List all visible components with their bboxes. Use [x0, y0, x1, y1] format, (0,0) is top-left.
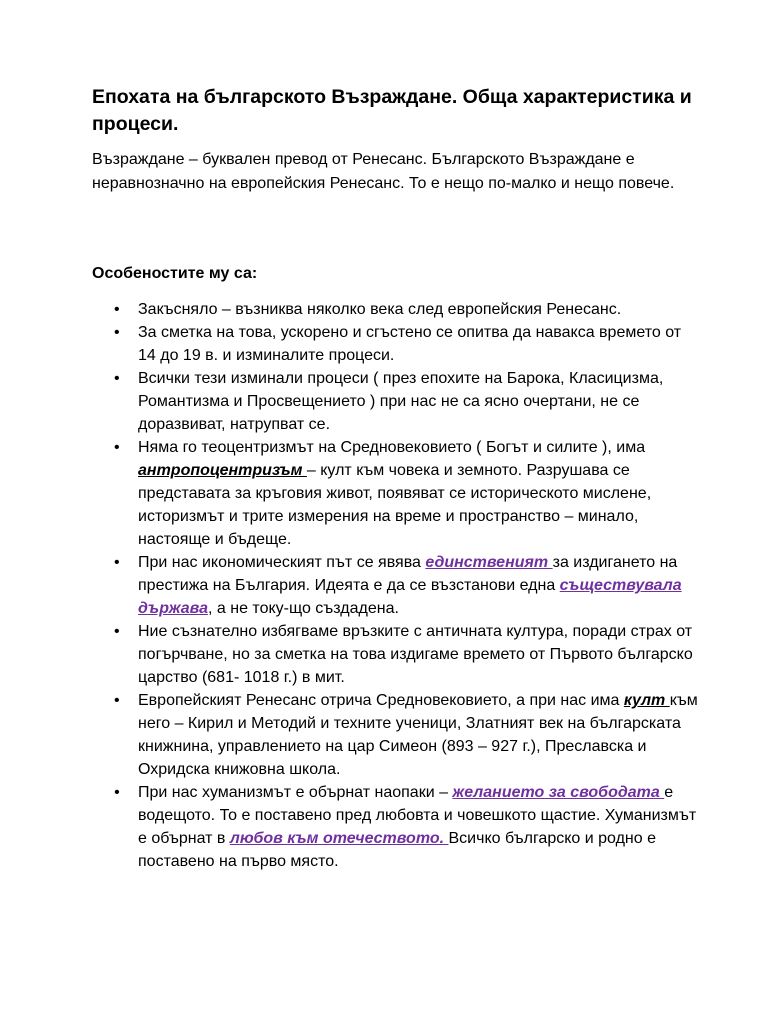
features-list: [138, 298, 698, 873]
list-item-text: При нас хуманизмът е обърнат наопаки –: [138, 784, 453, 801]
list-item: [138, 689, 698, 781]
list-item: [138, 298, 698, 321]
document-title: Епохата на българското Възраждане. Обща характеристика и процеси.: [92, 86, 692, 135]
list-item-text: , а не току-що създадена.: [208, 600, 399, 617]
list-item-text: Няма го теоцентризмът на Средновековието ( Богът и силите ), има: [138, 439, 646, 456]
list-item: [138, 367, 698, 436]
list-item-text: Закъсняло – възниква няколко века след европейския Ренесанс.: [138, 301, 622, 318]
list-item: [138, 551, 698, 620]
list-item-text: За сметка на това, ускорено и сгъстено се опитва да навакса времето от 14 до 19 в. и изминалите процеси.: [138, 324, 682, 364]
list-item-text: – култ към човека и земното. Разрушава се представата за кръговия живот, появяват се историческото мислене, историзмът и трите измерения на време и пространство – минало, настояще и бъдеще.: [138, 462, 652, 548]
emphasis-anthropocentrism: антропоцентризъм: [138, 462, 307, 479]
list-item-text: Европейският Ренесанс отрича Средновековието, а при нас има: [138, 692, 624, 709]
list-item-text: е водещото. То е поставено пред любовта и човешкото щастие. Хуманизмът е обърнат в: [138, 784, 697, 847]
intro-paragraph: Възраждане – буквален превод от Ренесанс. Българското Възраждане е неравнозначно на европейския Ренесанс. То е нещо по-малко и нещо повече.: [92, 151, 675, 192]
emphasis-love-for-fatherland: любов към отечеството.: [229, 830, 449, 847]
list-item: [138, 620, 698, 689]
list-item-text: Всичко българско и родно е поставено на първо място.: [138, 830, 656, 870]
list-item-text: за издигането на престижа на България. Идеята е да се възстанови една: [138, 554, 678, 594]
list-item-text: към него – Кирил и Методий и техните ученици, Златният век на българската книжнина, управлението на цар Симеон (893 – 927 г.), Преславска и Охридска книжовна школа.: [138, 692, 698, 778]
list-item: [138, 436, 698, 551]
emphasis-cult: култ: [623, 692, 670, 709]
features-heading: Особеностите му са:: [92, 265, 258, 282]
emphasis-desire-for-freedom: желанието за свободата: [452, 784, 665, 801]
list-item-text: Всички тези изминали процеси ( през епохите на Барока, Класицизма, Романтизма и Просвещението ) при нас не са ясно очертани, не се доразвиват, натрупват се.: [138, 370, 664, 433]
emphasis-only-one: единственият: [425, 554, 553, 571]
list-item-text: Ние съзнателно избягваме връзките с античната култура, поради страх от погърчване, но за сметка на това издигаме времето от Първото българско царство (681- 1018 г.) в мит.: [138, 623, 693, 686]
list-item: [138, 321, 698, 367]
list-item: [138, 781, 698, 873]
list-item-text: При нас икономическият път се явява: [138, 554, 426, 571]
emphasis-existing-state: съществувала държава: [138, 577, 682, 617]
